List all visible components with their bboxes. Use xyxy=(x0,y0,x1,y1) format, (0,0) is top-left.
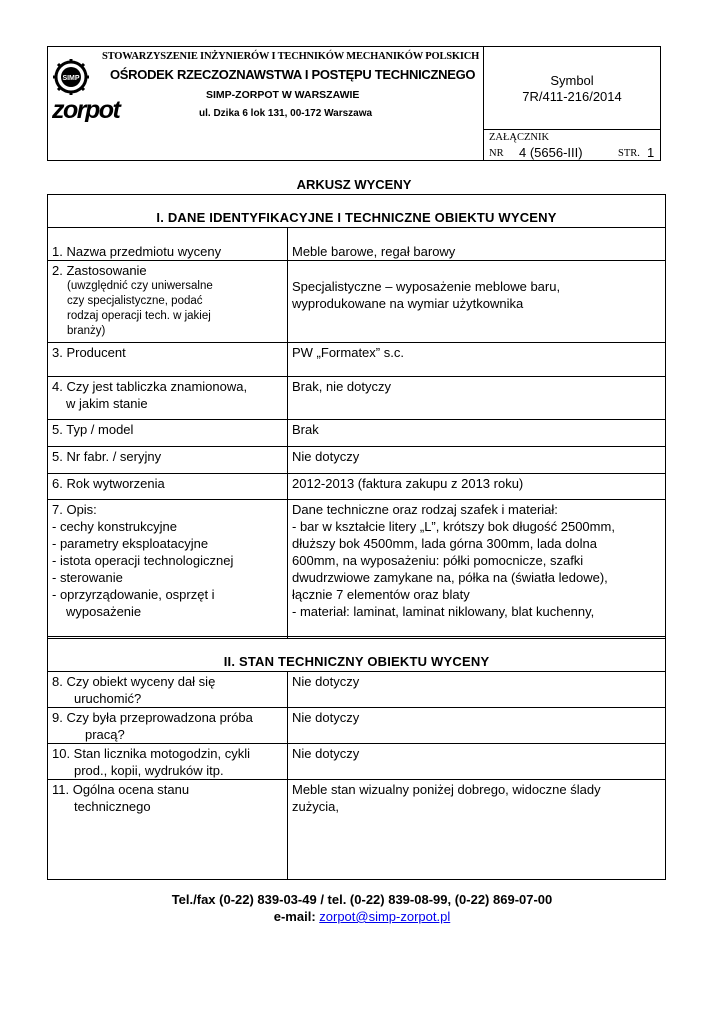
row-label xyxy=(48,780,288,880)
row-label: 1. Nazwa przedmiotu wyceny xyxy=(48,228,288,261)
row-label: 6. Rok wytworzenia xyxy=(48,474,288,500)
symbol-label: Symbol xyxy=(550,73,594,88)
row-value xyxy=(288,261,666,343)
svg-text:SIMP: SIMP xyxy=(62,75,80,82)
header-divider xyxy=(483,129,661,130)
label-line: prod., kopii, wydruków itp. xyxy=(74,763,224,778)
label-line: 10. Stan licznika motogodzin, cykli xyxy=(52,746,250,761)
email-link[interactable]: zorpot@simp-zorpot.pl xyxy=(319,909,451,924)
label-line: pracą? xyxy=(85,727,125,742)
label-line: wyposażenie xyxy=(66,604,142,619)
attachment-label: ZAŁĄCZNIK xyxy=(489,132,550,143)
label-subline: rodzaj operacji tech. w jakiej xyxy=(67,310,211,322)
label-subline: czy specjalistyczne, podać xyxy=(67,295,203,307)
label-subline: branży) xyxy=(67,325,106,337)
row-value: 2012-2013 (faktura zakupu z 2013 roku) xyxy=(288,474,666,500)
label-line: w jakim stanie xyxy=(66,396,148,411)
value-line: Dane techniczne oraz rodzaj szafek i materiał: xyxy=(292,502,558,517)
svg-text:zorpot: zorpot xyxy=(52,96,120,122)
row-value: Brak, nie dotyczy xyxy=(288,377,666,420)
label-line: 9. Czy była przeprowadzona próba xyxy=(52,710,253,725)
value-line: - bar w kształcie litery „L”, krótszy bok długość 2500mm, xyxy=(292,519,615,534)
row-value xyxy=(288,500,666,639)
label-line: - istota operacji technologicznej xyxy=(52,553,234,568)
row-label xyxy=(48,708,288,744)
label-line: 7. Opis: xyxy=(52,502,97,517)
row-value: Nie dotyczy xyxy=(288,672,666,708)
identification-table xyxy=(47,194,666,639)
value-line: dłuższy bok 4500mm, lada górna 300mm, lada dolna xyxy=(292,536,597,551)
row-value: Nie dotyczy xyxy=(288,744,666,780)
org-name-line: SIMP-ZORPOT W WARSZAWIE xyxy=(206,89,360,101)
row-value: Nie dotyczy xyxy=(288,447,666,474)
section-heading: II. STAN TECHNICZNY OBIEKTU WYCENY xyxy=(48,637,666,672)
email-label: e-mail: xyxy=(273,909,320,924)
org-name-line: OŚRODEK RZECZOZNAWSTWA I POSTĘPU TECHNICZNEGO xyxy=(110,67,476,82)
label-line: 2. Zastosowanie xyxy=(52,263,147,278)
row-value xyxy=(288,780,666,880)
value-line: Meble stan wizualny poniżej dobrego, widoczne ślady xyxy=(292,782,601,797)
value-line: zużycia, xyxy=(292,799,339,814)
value-line: łącznie 7 elementów oraz blaty xyxy=(292,587,470,602)
label-line: - oprzyrządowanie, osprzęt i xyxy=(52,587,215,602)
label-line: technicznego xyxy=(74,799,151,814)
gear-emblem-icon xyxy=(53,59,89,95)
row-label: 5. Nr fabr. / seryjny xyxy=(48,447,288,474)
label-line: uruchomić? xyxy=(74,691,142,706)
row-label xyxy=(48,672,288,708)
section-heading: I. DANE IDENTYFIKACYJNE I TECHNICZNE OBIEKTU WYCENY xyxy=(48,195,666,228)
org-address: ul. Dzika 6 lok 131, 00-172 Warszawa xyxy=(199,108,373,119)
row-value: Meble barowe, regał barowy xyxy=(288,228,666,261)
page-label: STR. xyxy=(618,148,640,159)
label-line: - sterowanie xyxy=(52,570,123,585)
label-line: - parametry eksploatacyjne xyxy=(52,536,209,551)
row-label xyxy=(48,261,288,343)
label-line: - cechy konstrukcyjne xyxy=(52,519,177,534)
label-line: 8. Czy obiekt wyceny dał się xyxy=(52,674,216,689)
row-value: Nie dotyczy xyxy=(288,708,666,744)
row-label xyxy=(48,744,288,780)
row-label xyxy=(48,500,288,639)
contact-phones: Tel./fax (0-22) 839-03-49 / tel. (0-22) 839-08-99, (0-22) 869-07-00 xyxy=(171,892,553,907)
value-line: Specjalistyczne – wyposażenie meblowe baru, xyxy=(292,279,561,294)
symbol-value: 7R/411-216/2014 xyxy=(522,89,622,104)
nr-value: 4 (5656-III) xyxy=(519,145,583,160)
technical-condition-table xyxy=(47,636,666,880)
row-value: PW „Formatex” s.c. xyxy=(288,343,666,377)
label-subline: (uwzględnić czy uniwersalne xyxy=(67,280,213,292)
row-label: 3. Producent xyxy=(48,343,288,377)
value-line: wyprodukowane na wymiar użytkownika xyxy=(292,296,524,311)
row-label xyxy=(48,377,288,420)
label-line: 4. Czy jest tabliczka znamionowa, xyxy=(52,379,248,394)
value-line: dwudrzwiowe zamykane na, półka na (światła ledowe), xyxy=(292,570,608,585)
nr-label: NR xyxy=(489,148,504,159)
row-label: 5. Typ / model xyxy=(48,420,288,447)
org-name-line: STOWARZYSZENIE INŻYNIERÓW I TECHNIKÓW MECHANIKÓW POLSKICH xyxy=(102,51,480,62)
value-line: 600mm, na wyposażeniu: półki pomocnicze, szafki xyxy=(292,553,584,568)
label-line: 11. Ogólna ocena stanu xyxy=(52,782,190,797)
document-title: ARKUSZ WYCENY xyxy=(296,177,412,192)
value-line: - materiał: laminat, laminat niklowany, blat kuchenny, xyxy=(292,604,595,619)
row-value: Brak xyxy=(288,420,666,447)
page-number: 1 xyxy=(647,145,655,160)
contact-email xyxy=(0,909,724,924)
